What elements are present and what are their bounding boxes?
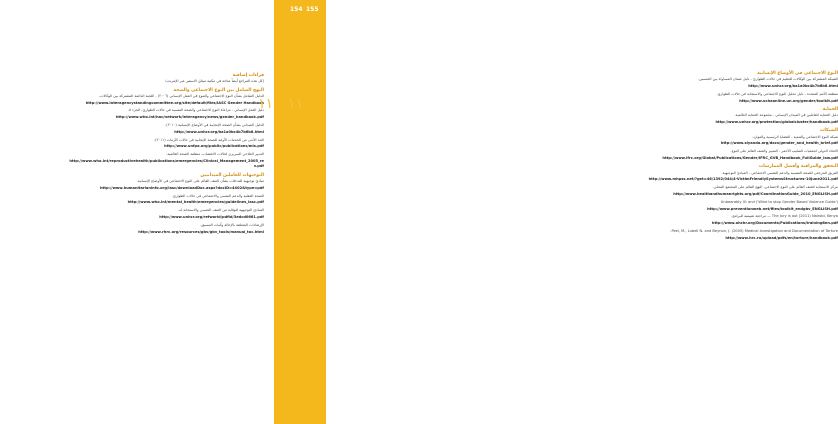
reference-url[interactable]: http://www.ifrc.org/Global/Publications/Gender/IFRC_GVB_Handbook_FullGuide_low.pdf bbox=[662, 156, 838, 161]
reference-url[interactable]: http://www.humanitarianinfo.org/iasc/downloadDoc.aspx?docID=4402&type=pdf bbox=[99, 185, 264, 190]
reference-url[interactable]: http://www.healthandhumanrights.org/pdf/CoordinationGuide_2010_ENGLISH.pdf bbox=[673, 192, 838, 197]
section-heading: التوجيهات للعاملين الميدانيين bbox=[200, 172, 264, 178]
reference-text: الشبكة المشتركة بين الوكالات للتعليم في حالات الطوارئ - دليل ضمان المساواة بين الجنسين. bbox=[697, 77, 838, 82]
reference-text: Peel, M., Lubell N. and Beynon, J. (2005) Medical Investigation and Documentation of Torture. bbox=[670, 229, 838, 234]
left-chapter-marker: ١١ bbox=[258, 96, 274, 112]
reference-text: الدليل الميداني بشأن الصحة الإنجابية في الأوضاع الإنسانية (٢٠١٠). bbox=[165, 123, 264, 128]
reference-text: مبادئ توجيهية للتدخلات بشأن العنف القائم على النوع الاجتماعي في الأوضاع الإنسانية. bbox=[136, 178, 264, 183]
reference-text: Unbearably Ill: and ('Wine to stop Gender Based Violence Guide') bbox=[720, 199, 838, 204]
reference-url[interactable]: http://www.mhpss.net/?get=46/1392/044/4-VictimFriendlySystemsStructures-10June2011.pdf bbox=[648, 177, 838, 182]
reference-url[interactable]: http://www.unhcr.org/ba1a0bc4b7b6b8.html bbox=[174, 129, 264, 134]
gutter-gold-strip bbox=[274, 0, 326, 424]
right-page-text-column bbox=[638, 68, 838, 244]
reference-text: الحد الأدنى من الخدمات الأولية للصحة الإنجابية في حالات الأزمات (٢٠١١). bbox=[153, 137, 264, 142]
reference-url[interactable]: http://www.interagencystandingcommittee.org/site/default/files/IASC Gender Handbook bbox=[85, 100, 264, 105]
reference-text: الإرشادات المتعلقة بالإحالة وآليات التنسيق. bbox=[200, 222, 264, 227]
reference-text: الفريق المرجعي للصحة النفسية والدعم النفسي الاجتماعي - المبادئ التوجيهية. bbox=[721, 170, 838, 175]
section-heading: التحقق والمراقبة وأفضل الممارسات bbox=[758, 164, 838, 170]
section-heading: الحماية bbox=[822, 106, 838, 112]
left-page bbox=[0, 0, 300, 424]
reference-text: The Jury is out (2011) Nairobi, Kenya — مراجعة تقييمية للبرامج. bbox=[731, 214, 838, 219]
reference-url[interactable]: http://www.ohchr.org/Documents/Publications/training8en.pdf bbox=[711, 221, 838, 226]
section-heading: النهج الشامل بين النوع الاجتماعي والصحة bbox=[173, 87, 264, 93]
right-page-number: 155 bbox=[306, 6, 319, 13]
reference-text: مركز الاستجابة للعنف القائم على النوع الاجتماعي، النهج القائم على المجتمع المحلي. bbox=[712, 185, 838, 190]
reference-url[interactable]: http://www.unhcr.org/ba1a0bc4b7b6b8.html bbox=[748, 84, 838, 89]
reference-text: شبكة النوع الاجتماعي والتنمية - القضايا الرئيسية والموارد. bbox=[751, 134, 838, 139]
reference-url[interactable]: http://www.who.int/reproductivehealth/publications/emergencies/Clinical_Management_2005_rev.pdf bbox=[69, 159, 264, 169]
reference-text: دليل الحماية للعاملين في الميدان الإنساني - مجموعة الحماية العالمية. bbox=[734, 113, 838, 118]
reference-text: (كل هذه المراجع أيضاً متاحة في مكتبة ميثاق الاسفير عبر الإنترنت) bbox=[165, 79, 264, 84]
left-page-text-column bbox=[66, 70, 264, 237]
reference-url[interactable]: http://www.rhrc.org/resources/gbv/gbv_tools/manual_toc.html bbox=[138, 229, 264, 234]
reference-url[interactable]: http://www.unfpa.org/public/publications/mis.pdf bbox=[164, 144, 264, 149]
reference-url[interactable]: http://www.ochaonline.un.org/gender/toolkit.pdf bbox=[739, 98, 838, 103]
reference-url[interactable]: http://www.hrc.ru/upload/pdfs/en/torture/handbook.pdf bbox=[725, 235, 838, 240]
reference-text: الدليل الشامل بشأن النوع الاجتماعي والتنوع في العمل الإنساني (٢٠٠٦) - اللجنة الدائمة المشتركة بين الوكالات. bbox=[98, 93, 264, 98]
reference-url[interactable]: http://www.unhcr.org/protection/globalcluster/handbook.pdf bbox=[715, 120, 838, 125]
reference-text: الاتحاد الدولي لجمعيات الصليب الأحمر - التمييز والعنف القائم على النوع. bbox=[730, 149, 838, 154]
section-heading: قراءات إضافية bbox=[232, 73, 264, 78]
section-heading: الشبكات bbox=[819, 128, 838, 134]
reference-text: المبادئ التوجيهية للوقاية من العنف الجنسي والاستجابة له. bbox=[177, 208, 264, 213]
reference-text: منظمة الأمم المتحدة - دليل تحليل النوع الاجتماعي والاستجابة في حالات الطوارئ. bbox=[716, 91, 838, 96]
reference-text: التدبير العلاجي السريري لحالات الاغتصاب، منظمة الصحة العالمية. bbox=[166, 152, 264, 157]
reference-url[interactable]: http://www.who.int/mental_health/emergencies/guidelines_iasc.pdf bbox=[127, 200, 264, 205]
reference-url[interactable]: http://www.who.int/hac/network/interagency/news/gender_handbook.pdf bbox=[115, 115, 264, 120]
reference-url[interactable]: http://www.unhcr.org/refworld/pdfid/3edcd0661.pdf bbox=[159, 214, 264, 219]
right-chapter-marker: ١١ bbox=[288, 96, 304, 112]
reference-text: الصحة العقلية والدعم النفسي والاجتماعي في حالات الطوارئ. bbox=[171, 193, 264, 198]
section-heading: النوع الاجتماعي في الأوضاع الإنسانية bbox=[757, 71, 838, 76]
reference-text: دليل العمل الإنساني - مراعاة النوع الاجتماعي والصحة النفسية في حالات الطوارئ، الجزء ٥. bbox=[127, 108, 264, 113]
left-page-number: 154 bbox=[290, 6, 303, 13]
reference-url[interactable]: http://www.siyanda.org/docs/gender_and_health_brief.pdf bbox=[720, 141, 838, 146]
right-page bbox=[300, 0, 838, 424]
reference-url[interactable]: http://www.preventionweb.net/files/toolkit_endgbv_ENGLISH.pdf bbox=[707, 206, 838, 211]
